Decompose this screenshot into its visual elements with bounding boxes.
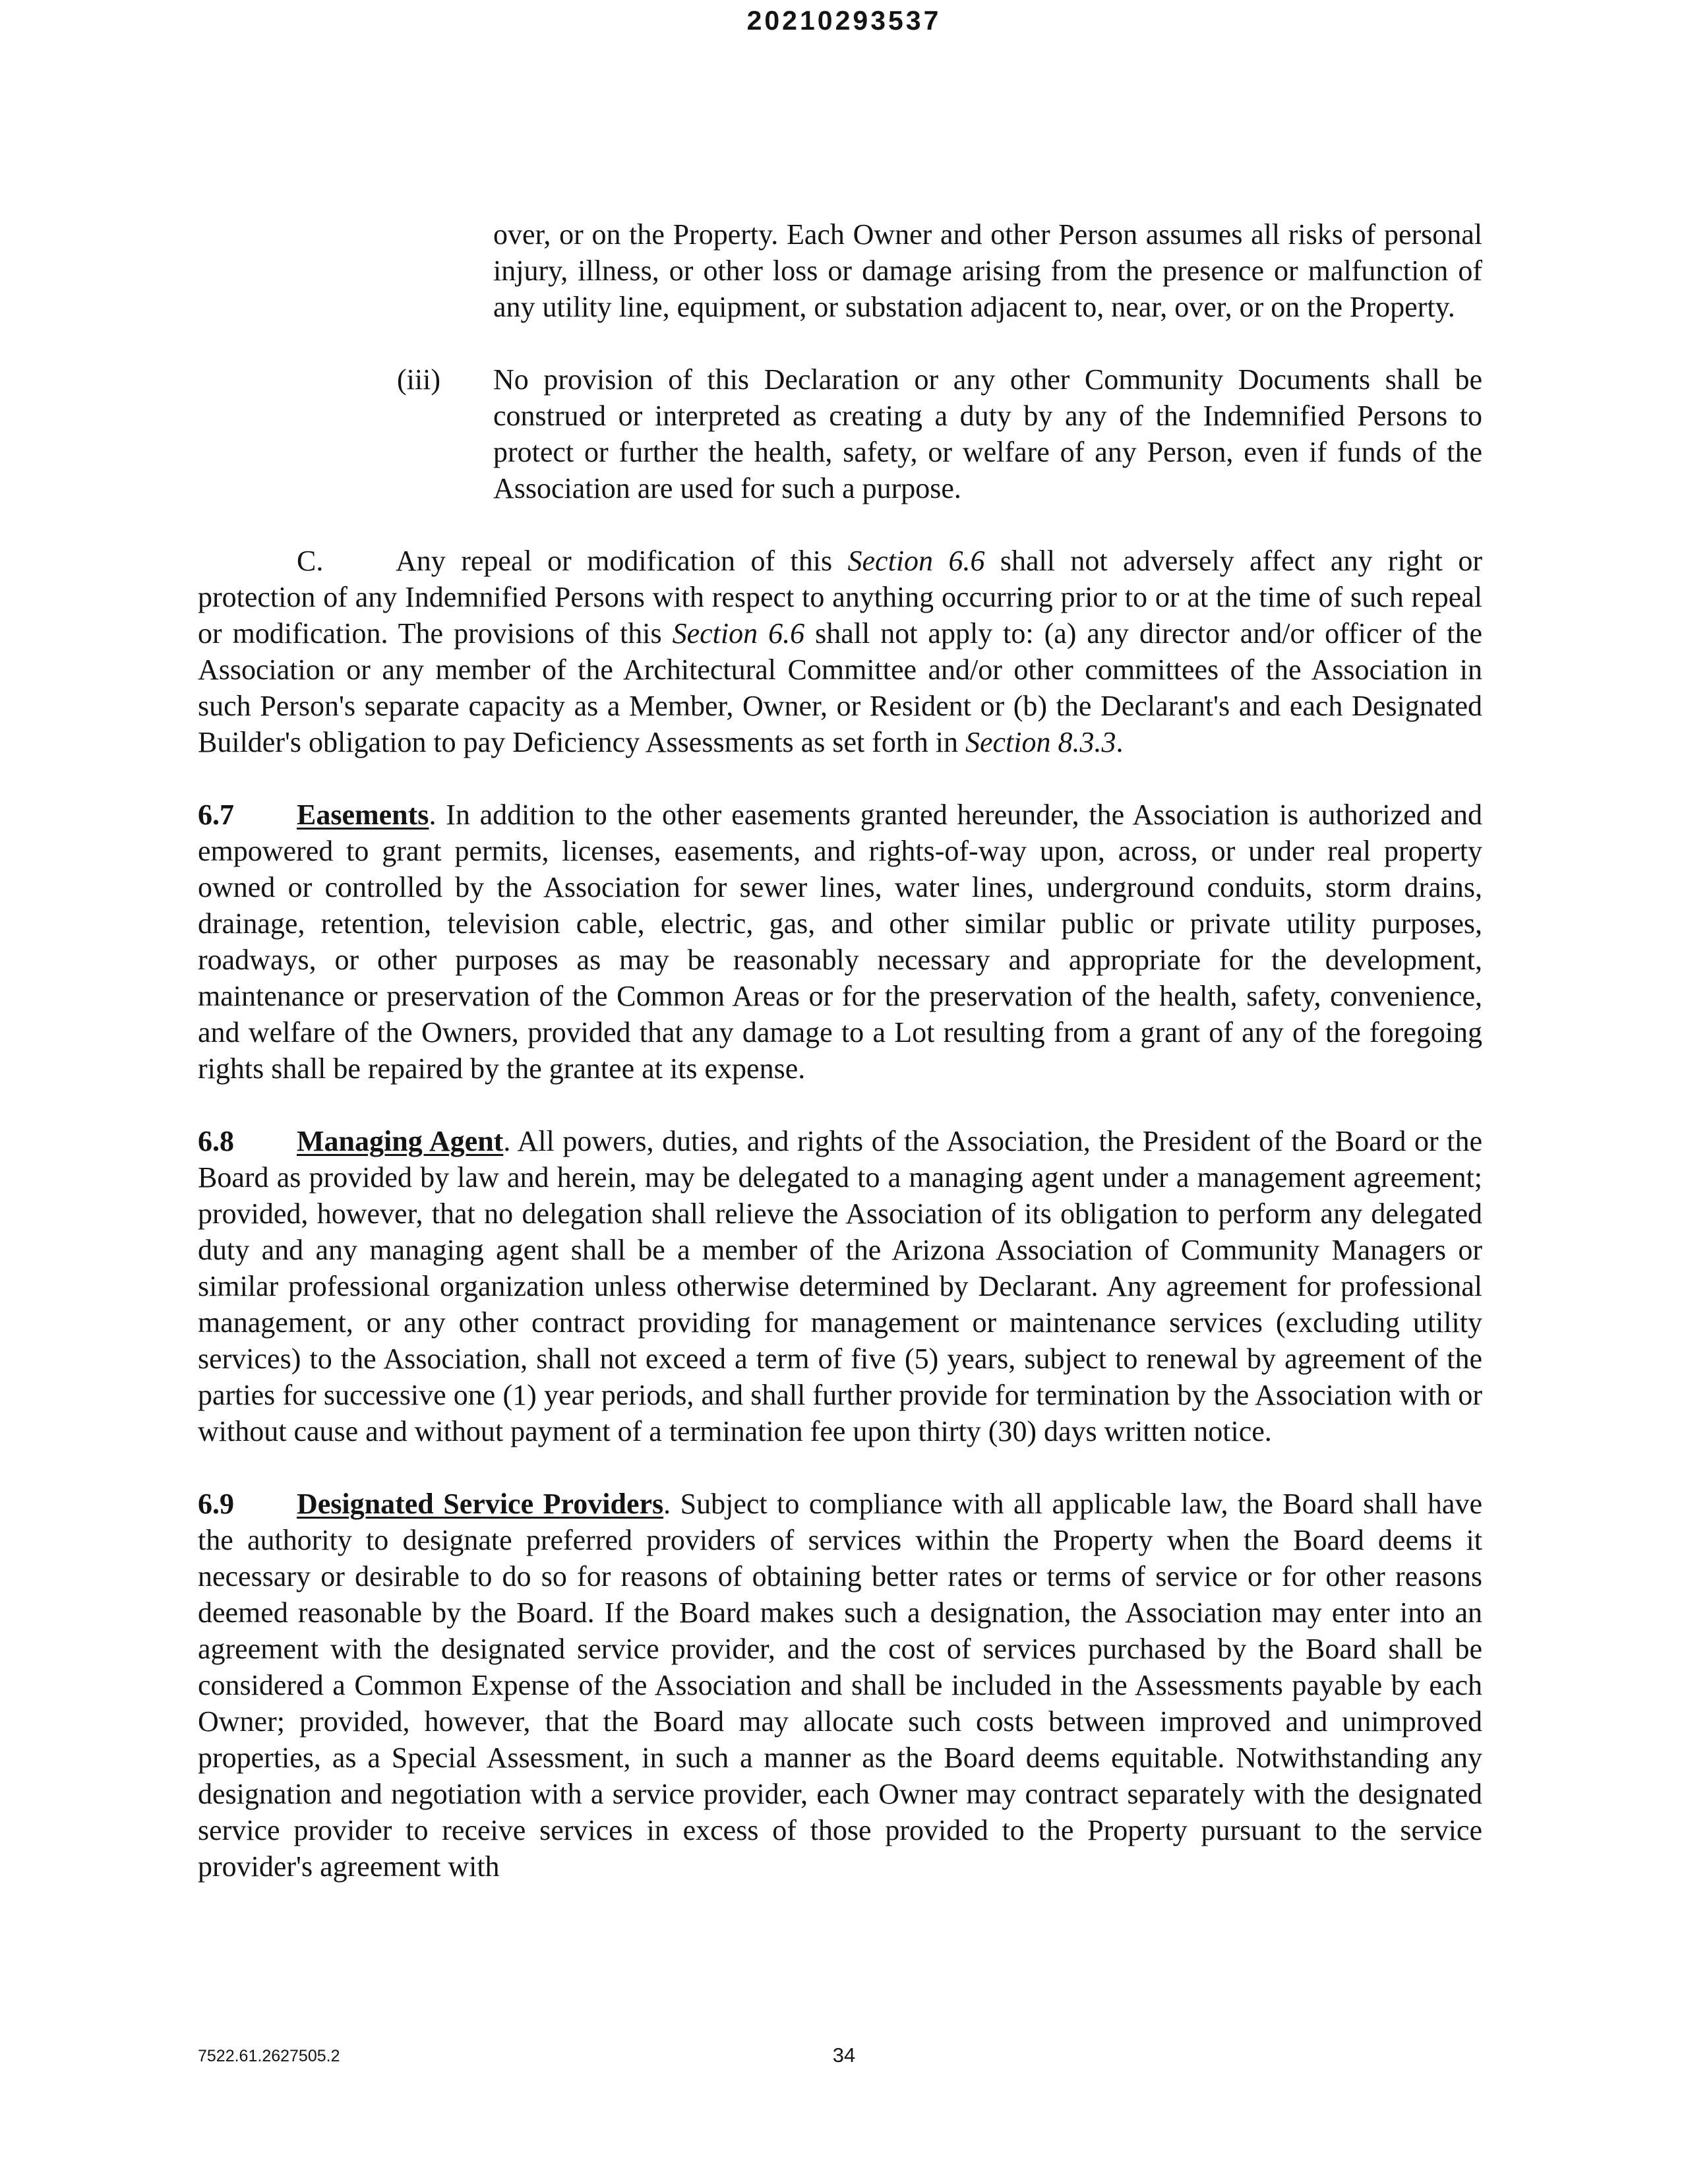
recording-number: 20210293537: [746, 5, 942, 36]
section-6-9-text: . Subject to compliance with all applicable law, the Board shall have the authority to designate preferred providers of services within the Property when the Board deems it necessary or desirable to do so for reasons of obtaining better rates or terms of service or for other reasons deemed reasonable by the Board. If the Board makes such a designation, the Association may enter into an agreement with the designated service provider, and the cost of services purchased by the Board shall be considered a Common Expense of the Association and shall be included in the Assessments payable by each Owner; provided, however, that the Board may allocate such costs between improved and unimproved properties, as a Special Assessment, in such a manner as the Board deems equitable. Notwithstanding any designation and negotiation with a service provider, each Owner may contract separately with the designated service provider to receive services in excess of those provided to the Property pursuant to the service provider's agreement with: [198, 1488, 1482, 1883]
section-6-7-title: Easements: [297, 799, 429, 831]
section-6-7: [198, 797, 1482, 1087]
item-iii-number: (iii): [397, 363, 440, 396]
section-6-8-text: . All powers, duties, and rights of the Association, the President of the Board or the Board as provided by law and herein, may be delegated to a managing agent under a management agreement; provided, however, that no delegation shall relieve the Association of its obligation to perform any delegated duty and any managing agent shall be a member of the Arizona Association of Community Managers or similar professional organization unless otherwise determined by Declarant. Any agreement for professional management, or any other contract providing for management or maintenance services (excluding utility services) to the Association, shall not exceed a term of five (5) years, subject to renewal by agreement of the parties for successive one (1) year periods, and shall further provide for termination by the Association with or without cause and without payment of a termination fee upon thirty (30) days written notice.: [198, 1125, 1482, 1447]
paragraph-c-text-1: Any repeal or modification of this: [396, 545, 848, 577]
section-reference-6-6: Section 6.6: [847, 545, 985, 577]
item-iii: [198, 361, 1482, 506]
section-reference-6-6: Section 6.6: [672, 617, 805, 650]
page-number: 34: [832, 2044, 856, 2067]
document-body: [198, 216, 1482, 1921]
paragraph-c-text-2: shall not adversely affect any right or protection of any Indemnified Persons with respect to anything occurring prior to or at the time of such repeal or modification. The provisions of this: [198, 545, 1482, 650]
section-6-7-number: 6.7: [198, 799, 234, 831]
section-6-8-number: 6.8: [198, 1125, 234, 1157]
section-6-7-text: . In addition to the other easements granted hereunder, the Association is authorized and empowered to grant permits, licenses, easements, and rights-of-way upon, across, or under real property owned or controlled by the Association for sewer lines, water lines, underground conduits, storm drains, drainage, retention, television cable, electric, gas, and other similar public or private utility purposes, roadways, or other purposes as may be reasonably necessary and appropriate for the development, maintenance or preservation of the Common Areas or for the preservation of the health, safety, convenience, and welfare of the Owners, provided that any damage to a Lot resulting from a grant of any of the foregoing rights shall be repaired by the grantee at its expense.: [198, 799, 1482, 1085]
section-6-9-title: Designated Service Providers: [297, 1488, 664, 1520]
item-ii-continuation: over, or on the Property. Each Owner and other Person assumes all risks of personal injury, illness, or other loss or damage arising from the presence or malfunction of any utility line, equipment, or substation adjacent to, near, over, or on the Property.: [493, 218, 1482, 323]
paragraph-c-text-3: shall not apply to: (a) any director and/or officer of the Association or any member of the Architectural Committee and/or other committees of the Association in such Person's separate capacity as a Member, Owner, or Resident or (b) the Declarant's and each Designated Builder's obligation to pay Deficiency Assessments as set forth in: [198, 617, 1482, 758]
section-6-8-title: Managing Agent: [297, 1125, 504, 1157]
paragraph-c-text-4: .: [1116, 726, 1124, 758]
paragraph-c: [198, 543, 1482, 760]
section-6-8: [198, 1123, 1482, 1449]
paragraph-c-marker: C.: [297, 545, 324, 577]
section-reference-8-3-3: Section 8.3.3: [965, 726, 1116, 758]
item-iii-text: No provision of this Declaration or any other Community Documents shall be construed or interpreted as creating a duty by any of the Indemnified Persons to protect or further the health, safety, or welfare of any Person, even if funds of the Association are used for such a purpose.: [493, 363, 1482, 504]
footer-document-id: 7522.61.2627505.2: [198, 2047, 340, 2065]
section-6-9-number: 6.9: [198, 1488, 234, 1520]
section-6-9: [198, 1486, 1482, 1885]
